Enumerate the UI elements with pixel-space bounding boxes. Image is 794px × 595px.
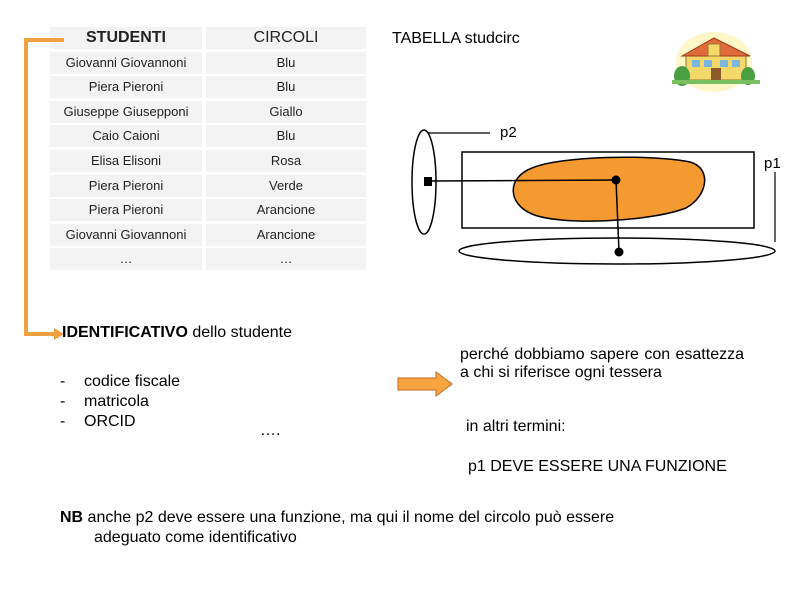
other-words-text: in altri termini: (466, 418, 566, 435)
p2-label: p2 (500, 124, 517, 141)
list-item (60, 412, 180, 432)
list-item-text: matricola (84, 393, 149, 410)
nb-note (60, 508, 614, 548)
nb-line-1 (60, 508, 614, 528)
circle-cell: Blu (206, 125, 366, 147)
ellipsis-text: …. (260, 422, 281, 439)
identificativo-heading (62, 324, 292, 342)
list-dash: - (60, 373, 66, 390)
nb-line-2: adeguato come identificativo (94, 529, 297, 546)
list-item-text: ORCID (84, 413, 136, 430)
list-item (60, 372, 180, 392)
list-dash: - (60, 393, 66, 410)
student-cell: Elisa Elisoni (50, 150, 202, 172)
reason-text: perché dobbiamo sapere con esattezza a chi si riferisce ogni tessera (460, 346, 744, 381)
p1-label: p1 (764, 155, 781, 172)
nb-text-1: anche p2 deve essere una funzione, ma qui il nome del circolo può essere (83, 509, 615, 526)
student-cell: Piera Pieroni (50, 199, 202, 221)
student-cell: Piera Pieroni (50, 175, 202, 197)
nb-bold: NB (60, 509, 84, 526)
p2-arrow (430, 180, 616, 181)
student-cell: Giovanni Giovannoni (50, 52, 202, 74)
circle-cell: Giallo (206, 101, 366, 123)
list-item-text: codice fiscale (84, 373, 181, 390)
student-cell: Caio Caioni (50, 125, 202, 147)
tessera-dot (612, 176, 621, 185)
header-circoli: CIRCOLI (206, 27, 366, 49)
implication-arrow-icon (398, 372, 452, 396)
list-dash: - (60, 413, 66, 430)
circle-cell: Arancione (206, 224, 366, 246)
identificativo-bold: IDENTIFICATIVO (62, 324, 188, 341)
bracket-line (26, 40, 64, 334)
school-house-icon (672, 32, 760, 92)
list-item (60, 392, 180, 412)
tessere-blob (513, 157, 704, 221)
student-cell: … (50, 248, 202, 270)
circle-cell: Verde (206, 175, 366, 197)
table-title: TABELLA studcirc (392, 30, 520, 47)
studente-point (615, 248, 624, 257)
circle-cell: … (206, 248, 366, 270)
identificativo-rest: dello studente (187, 324, 292, 341)
circle-cell: Blu (206, 52, 366, 74)
identifier-list (60, 372, 180, 432)
header-studenti: STUDENTI (50, 27, 202, 49)
circle-cell: Arancione (206, 199, 366, 221)
circoli-point (424, 177, 432, 186)
student-cell: Giovanni Giovannoni (50, 224, 202, 246)
function-statement: p1 DEVE ESSERE UNA FUNZIONE (468, 458, 727, 475)
student-cell: Giuseppe Giusepponi (50, 101, 202, 123)
student-cell: Piera Pieroni (50, 76, 202, 98)
circle-cell: Rosa (206, 150, 366, 172)
circle-cell: Blu (206, 76, 366, 98)
